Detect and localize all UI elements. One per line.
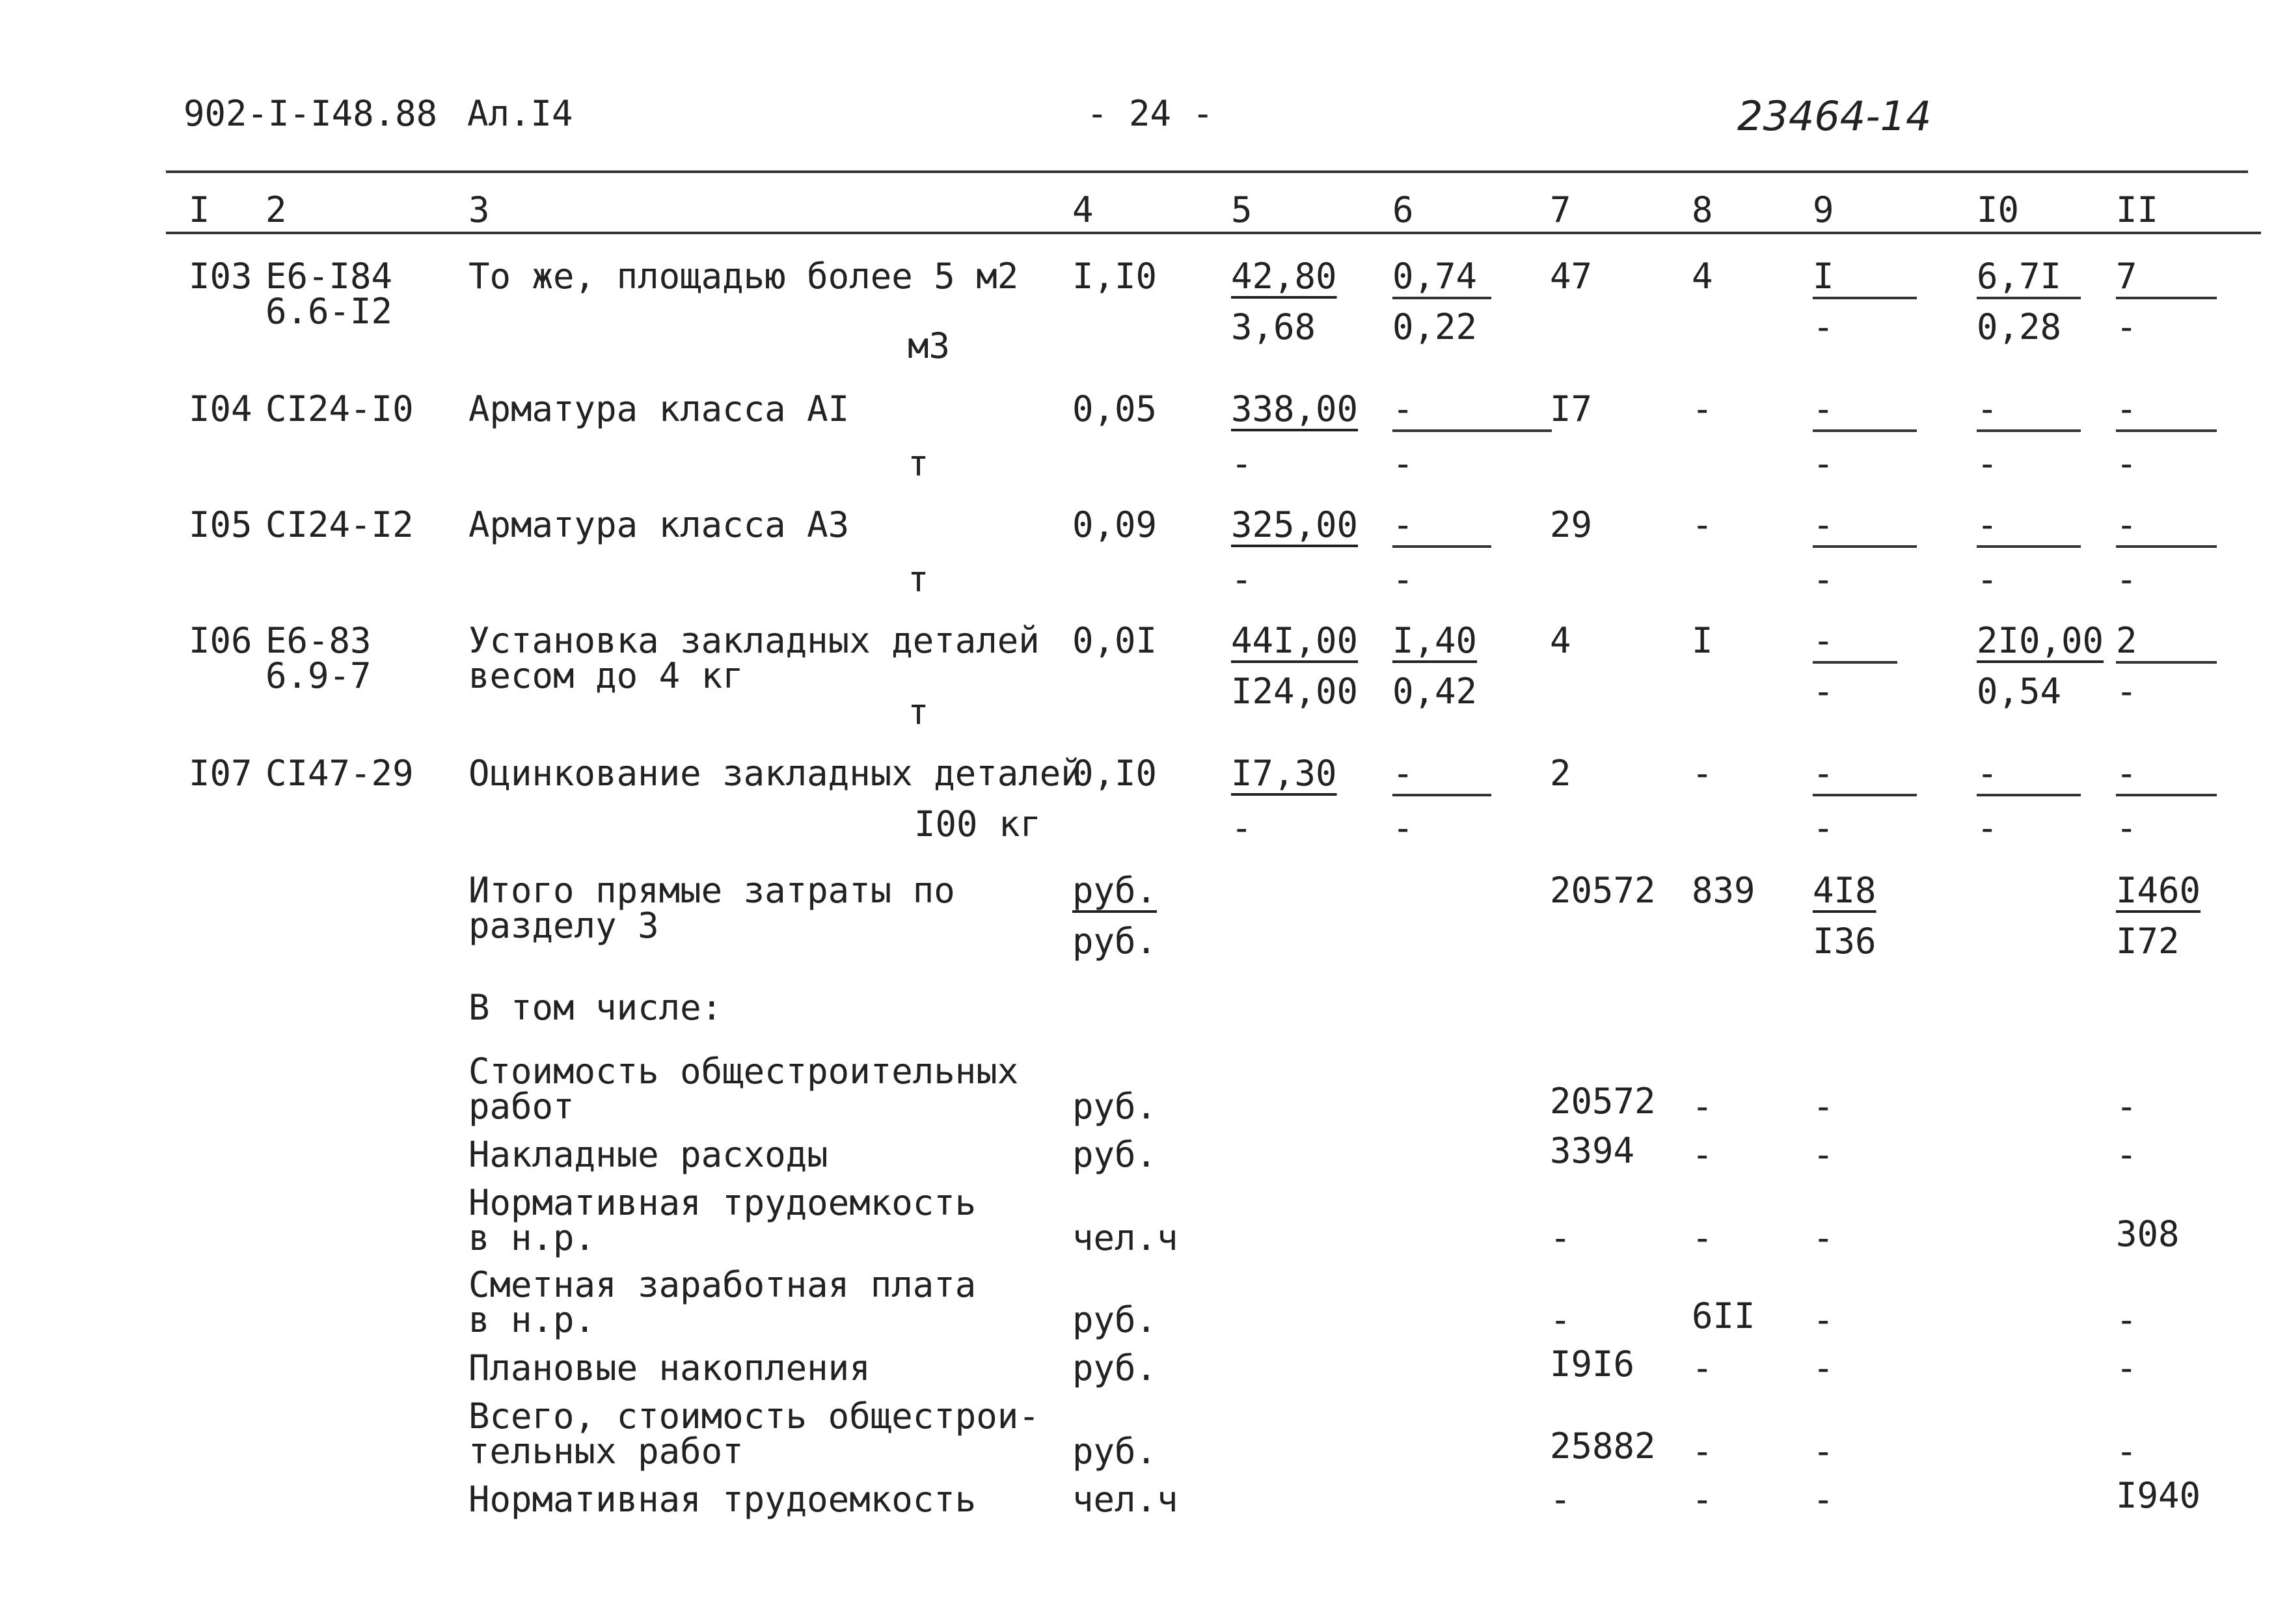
rate-code: СI47-29 xyxy=(265,753,414,794)
summary-machine: - xyxy=(1813,1217,1834,1258)
summary-labor: I940 xyxy=(2116,1475,2201,1516)
underline xyxy=(1392,794,1491,796)
labor-total: 2 xyxy=(2116,620,2137,661)
wages: I xyxy=(1692,620,1713,661)
wages: 4 xyxy=(1692,256,1713,297)
summary-cost: 20572 xyxy=(1550,1081,1656,1122)
summary-label-continued: тельных работ xyxy=(468,1431,744,1472)
rate-code: СI24-I0 xyxy=(265,388,414,429)
unit-cost-wages: - xyxy=(1231,559,1253,600)
machine-total: - xyxy=(1813,620,1834,661)
summary-cost: 3394 xyxy=(1550,1130,1635,1171)
summary-unit: руб. xyxy=(1072,1299,1158,1340)
work-name-continued: весом до 4 кг xyxy=(468,655,744,696)
quantity: 0,05 xyxy=(1072,388,1158,429)
summary-wages: - xyxy=(1692,1217,1713,1258)
column-number: 6 xyxy=(1392,189,1414,230)
rate-code: СI24-I2 xyxy=(265,504,414,545)
column-number: 2 xyxy=(265,189,287,230)
labor-total-machine: - xyxy=(2116,671,2137,712)
labor-unit-machine: - xyxy=(1977,443,1998,484)
totals-label: Итого прямые затраты по xyxy=(468,870,955,911)
labor-unit: 6,7I xyxy=(1977,256,2062,297)
machine-cost-wages: - xyxy=(1392,559,1414,600)
underline xyxy=(2116,545,2217,548)
underline xyxy=(1813,661,1897,664)
labor-unit: - xyxy=(1977,753,1998,794)
unit-cost: 44I,00 xyxy=(1231,620,1359,661)
page-number: - 24 - xyxy=(1087,93,1214,134)
row-number: I07 xyxy=(189,753,252,794)
rate-code: Е6-83 xyxy=(265,620,372,661)
machine-cost: I,40 xyxy=(1392,620,1478,661)
quantity: I,I0 xyxy=(1072,256,1158,297)
summary-unit: чел.ч xyxy=(1072,1479,1178,1520)
machine-cost: 0,74 xyxy=(1392,256,1478,297)
summary-label-continued: в н.р. xyxy=(468,1217,596,1258)
unit-cost: I7,30 xyxy=(1231,753,1337,794)
summary-machine: - xyxy=(1813,1134,1834,1175)
summary-wages: - xyxy=(1692,1086,1713,1127)
work-name: То же, площадью более 5 м2 xyxy=(468,256,1019,297)
total-cost: 47 xyxy=(1550,256,1593,297)
total-cost: I7 xyxy=(1550,388,1593,429)
summary-wages: 6II xyxy=(1692,1295,1755,1336)
underline xyxy=(2116,661,2217,664)
summary-unit: руб. xyxy=(1072,1086,1158,1127)
column-number: 5 xyxy=(1231,189,1253,230)
summary-wages: - xyxy=(1692,1431,1713,1472)
underline xyxy=(1977,794,2081,796)
labor-total-machine: - xyxy=(2116,807,2137,848)
work-name: Оцинкование закладных деталей xyxy=(468,753,1082,794)
summary-labor: 308 xyxy=(2116,1213,2180,1254)
underline xyxy=(2116,794,2217,796)
column-number: II xyxy=(2116,189,2159,230)
column-number: 7 xyxy=(1550,189,1571,230)
machine-total: - xyxy=(1813,753,1834,794)
wages: - xyxy=(1692,388,1713,429)
summary-cost: I9I6 xyxy=(1550,1344,1635,1385)
column-number: 8 xyxy=(1692,189,1713,230)
unit-cost-wages: I24,00 xyxy=(1231,671,1359,712)
machine-cost: - xyxy=(1392,753,1414,794)
underline xyxy=(1392,429,1552,432)
machine-total: I xyxy=(1813,256,1834,297)
underline xyxy=(2116,297,2217,299)
machine-total: - xyxy=(1813,504,1834,545)
unit: т xyxy=(908,559,929,600)
unit: I00 кг xyxy=(914,804,1042,845)
quantity: 0,0I xyxy=(1072,620,1158,661)
work-name: Арматура класса АI xyxy=(468,388,850,429)
machine-cost: - xyxy=(1392,388,1414,429)
summary-machine: - xyxy=(1813,1479,1834,1520)
machine-cost-wages: 0,42 xyxy=(1392,671,1478,712)
underline xyxy=(1392,297,1491,299)
labor-total-machine: - xyxy=(2116,443,2137,484)
totals-label-continued: разделу 3 xyxy=(468,905,659,946)
machine-total-wages: - xyxy=(1813,559,1834,600)
row-number: I03 xyxy=(189,256,252,297)
summary-unit: руб. xyxy=(1072,1134,1158,1175)
underline xyxy=(1977,429,2081,432)
summary-labor: - xyxy=(2116,1431,2137,1472)
row-number: I04 xyxy=(189,388,252,429)
totals-wages: 839 xyxy=(1692,870,1755,911)
labor-unit: - xyxy=(1977,388,1998,429)
summary-cost: - xyxy=(1550,1479,1571,1520)
summary-cost: - xyxy=(1550,1299,1571,1340)
summary-wages: - xyxy=(1692,1479,1713,1520)
summary-label: Стоимость общестроительных xyxy=(468,1051,1019,1092)
totals-machine: 4I8 xyxy=(1813,870,1876,911)
summary-label: Нормативная трудоемкость xyxy=(468,1182,977,1223)
column-number: 9 xyxy=(1813,189,1834,230)
wages: - xyxy=(1692,504,1713,545)
underline xyxy=(1813,297,1917,299)
underline xyxy=(1392,545,1491,548)
unit: т xyxy=(908,443,929,484)
labor-total: - xyxy=(2116,753,2137,794)
album-number: Ал.I4 xyxy=(467,93,573,134)
quantity: 0,09 xyxy=(1072,504,1158,545)
rate-code: Е6-I84 xyxy=(265,256,393,297)
unit-cost-wages: - xyxy=(1231,807,1253,848)
totals-unit-secondary: руб. xyxy=(1072,921,1158,962)
labor-total: - xyxy=(2116,388,2137,429)
summary-label: Нормативная трудоемкость xyxy=(468,1479,977,1520)
labor-unit: 2I0,00 xyxy=(1977,620,2104,661)
summary-machine: - xyxy=(1813,1299,1834,1340)
unit-cost-wages: - xyxy=(1231,443,1253,484)
summary-machine: - xyxy=(1813,1347,1834,1388)
underline xyxy=(1813,545,1917,548)
column-header-rule xyxy=(166,232,2261,234)
labor-unit-machine: 0,28 xyxy=(1977,306,2062,347)
work-name: Установка закладных деталей xyxy=(468,620,1040,661)
column-number: I xyxy=(189,189,210,230)
summary-unit: чел.ч xyxy=(1072,1217,1178,1258)
totals-cost: 20572 xyxy=(1550,870,1656,911)
summary-machine: - xyxy=(1813,1086,1834,1127)
total-cost: 29 xyxy=(1550,504,1593,545)
totals-labor-machine: I72 xyxy=(2116,921,2180,962)
total-cost: 4 xyxy=(1550,620,1571,661)
unit-cost-wages: 3,68 xyxy=(1231,306,1316,347)
totals-labor: I460 xyxy=(2116,870,2201,911)
totals-unit: руб. xyxy=(1072,870,1158,911)
summary-wages: - xyxy=(1692,1347,1713,1388)
including-label: В том числе: xyxy=(468,987,723,1028)
labor-total-machine: - xyxy=(2116,306,2137,347)
labor-unit-machine: - xyxy=(1977,807,1998,848)
labor-total-machine: - xyxy=(2116,559,2137,600)
unit-cost: 338,00 xyxy=(1231,388,1359,429)
underline xyxy=(2116,429,2217,432)
summary-label-continued: работ xyxy=(468,1086,575,1127)
column-number: I0 xyxy=(1977,189,2020,230)
underline xyxy=(1813,429,1917,432)
summary-unit: руб. xyxy=(1072,1347,1158,1388)
unit-cost: 42,80 xyxy=(1231,256,1337,297)
handwritten-inventory-number: 23464-14 xyxy=(1737,92,1932,140)
header-top-rule xyxy=(166,170,2248,173)
machine-cost: - xyxy=(1392,504,1414,545)
row-number: I05 xyxy=(189,504,252,545)
summary-labor: - xyxy=(2116,1347,2137,1388)
machine-total-wages: - xyxy=(1813,443,1834,484)
unit: т xyxy=(908,692,929,733)
summary-labor: - xyxy=(2116,1086,2137,1127)
rate-code-secondary: 6.6-I2 xyxy=(265,291,393,332)
summary-cost: - xyxy=(1550,1217,1571,1258)
row-number: I06 xyxy=(189,620,252,661)
summary-label: Всего, стоимость общестрои- xyxy=(468,1396,1040,1437)
labor-unit: - xyxy=(1977,504,1998,545)
wages: - xyxy=(1692,753,1713,794)
summary-wages: - xyxy=(1692,1134,1713,1175)
machine-total-wages: - xyxy=(1813,807,1834,848)
summary-labor: - xyxy=(2116,1134,2137,1175)
unit: м3 xyxy=(908,325,951,366)
summary-cost: 25882 xyxy=(1550,1426,1656,1467)
machine-cost-wages: - xyxy=(1392,807,1414,848)
machine-total: - xyxy=(1813,388,1834,429)
summary-label: Накладные расходы xyxy=(468,1134,828,1175)
summary-labor: - xyxy=(2116,1299,2137,1340)
labor-unit-machine: - xyxy=(1977,559,1998,600)
rate-code-secondary: 6.9-7 xyxy=(265,655,372,696)
underline xyxy=(1977,297,2081,299)
summary-label: Плановые накопления xyxy=(468,1347,871,1388)
document-code: 902-I-I48.88 xyxy=(183,93,438,134)
machine-total-wages: - xyxy=(1813,306,1834,347)
underline xyxy=(1977,545,2081,548)
column-number: 3 xyxy=(468,189,490,230)
underline xyxy=(1813,794,1917,796)
summary-label-continued: в н.р. xyxy=(468,1299,596,1340)
work-name: Арматура класса А3 xyxy=(468,504,850,545)
total-cost: 2 xyxy=(1550,753,1571,794)
quantity: 0,I0 xyxy=(1072,753,1158,794)
unit-cost: 325,00 xyxy=(1231,504,1359,545)
labor-unit-machine: 0,54 xyxy=(1977,671,2062,712)
machine-total-wages: - xyxy=(1813,671,1834,712)
labor-total: 7 xyxy=(2116,256,2137,297)
labor-total: - xyxy=(2116,504,2137,545)
column-number: 4 xyxy=(1072,189,1094,230)
machine-cost-wages: - xyxy=(1392,443,1414,484)
summary-unit: руб. xyxy=(1072,1431,1158,1472)
summary-machine: - xyxy=(1813,1431,1834,1472)
summary-label: Сметная заработная плата xyxy=(468,1264,977,1305)
totals-machine-wages: I36 xyxy=(1813,921,1876,962)
machine-cost-wages: 0,22 xyxy=(1392,306,1478,347)
